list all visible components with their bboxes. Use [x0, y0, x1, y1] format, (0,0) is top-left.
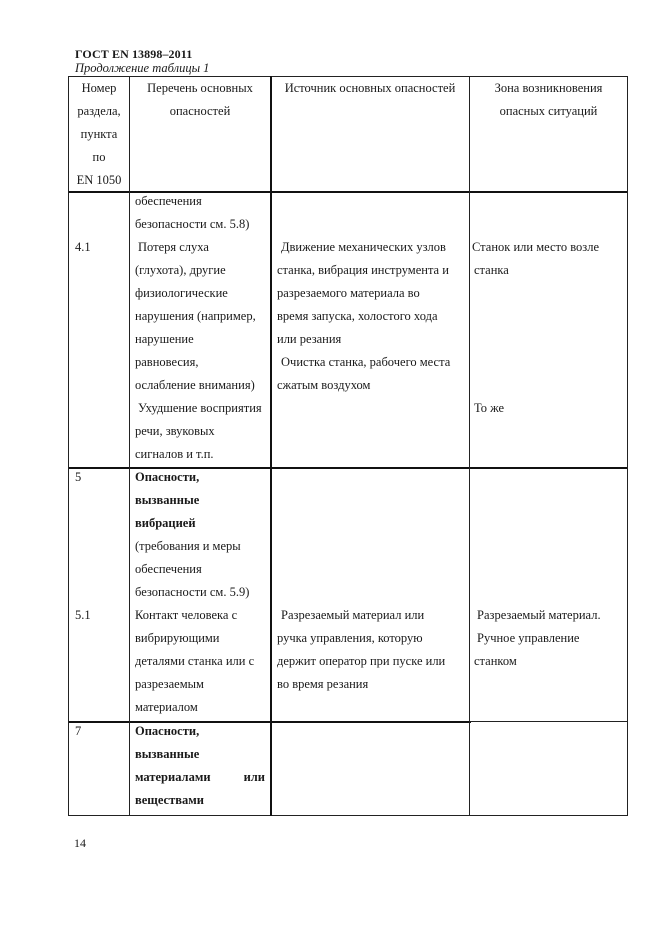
block2-zone-cell: Разрезаемый материал. Ручное управление станком — [474, 608, 601, 668]
header-cell-hazard-zone: Зона возникновения опасных ситуаций — [494, 81, 603, 118]
block1-section-number: 4.1 — [75, 240, 91, 254]
block2-subsection-number: 5.1 — [75, 608, 91, 622]
block1-zone-cell: Станок или место возле станка — [472, 240, 599, 277]
page-number: 14 — [74, 836, 86, 850]
block1-source-cell: Движение механических узлов станка, вибрация инструмента и разрезаемого материала во время запуска, холостого хода или резания Очистка станка, рабочего места сжатым воздухом — [277, 240, 451, 392]
block3-justified-line: материалами или — [135, 770, 265, 784]
header-cell-hazard-source: Источник основных опасностей — [284, 81, 456, 95]
header-cell-hazard-list: Перечень основных опасностей — [147, 81, 253, 118]
block1-zone-same: То же — [474, 401, 505, 415]
block1-hazard-cell: обеспечения безопасности см. 5.8) Потеря слуха (глухота), другие физиологические нарушения (например, нарушение равновесия, ослабление внимания) Ухудшение восприятия речи, звуковых сигналов и т.п. — [135, 194, 262, 461]
block2-hazard-cell: Опасности, вызванные вибрацией (требования и меры обеспечения безопасности см. 5.9) Контакт человека с вибрирующими деталями станка или с разрезаемым материалом — [135, 470, 255, 714]
document-code: ГОСТ EN 13898–2011 — [75, 47, 193, 61]
header-cell-section-number: Номер раздела, пункта по EN 1050 — [76, 81, 122, 187]
block3-section-number: 7 — [75, 724, 82, 738]
block2-source-cell: Разрезаемый материал или ручка управления, которую держит оператор при пуске или во время резания — [277, 608, 446, 691]
block3-hazard-cell: Опасности, вызванные материалами или веществами — [135, 724, 265, 807]
table-continuation-caption: Продолжение таблицы 1 — [75, 61, 210, 75]
block2-section-number: 5 — [75, 470, 82, 484]
